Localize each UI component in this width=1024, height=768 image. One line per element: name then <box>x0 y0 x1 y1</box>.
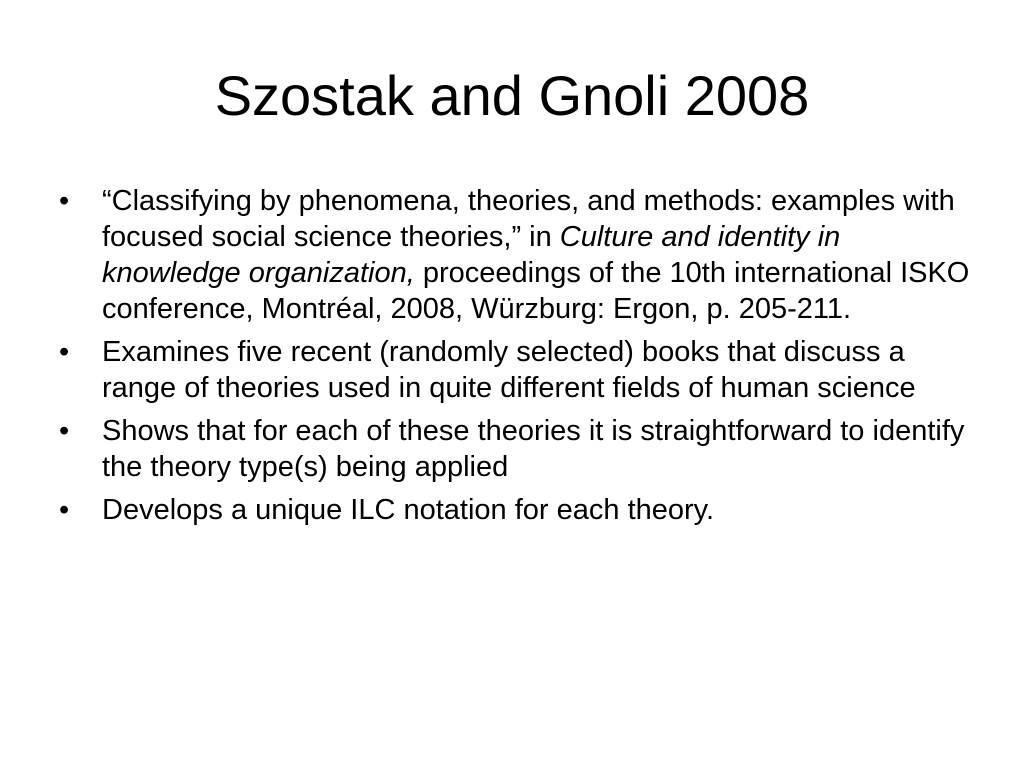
bullet-text <box>102 183 979 327</box>
bullet-text: Examines five recent (randomly selected) books that discuss a range of theories used in quite different fields of human science <box>102 336 916 404</box>
bullet-dot-icon: • <box>59 494 70 526</box>
bullet-item-citation <box>59 183 979 327</box>
citation-details: proceedings of the 10th international ISKO conference, Montréal, 2008, Würzburg: Ergon, p. 205-211. <box>102 257 970 325</box>
bullet-dot-icon: • <box>59 185 70 217</box>
bullet-list <box>59 183 979 535</box>
citation-text: “Classifying by phenomena, theories, and methods: examples with focused social science theories,” in <box>102 185 955 253</box>
bullet-item-examines <box>59 334 979 406</box>
bullet-dot-icon: • <box>59 415 70 447</box>
bullet-dot-icon: • <box>59 336 70 368</box>
citation-book-title: Culture and identity in knowledge organization, <box>102 221 841 289</box>
bullet-item-develops <box>59 492 979 528</box>
bullet-text: Shows that for each of these theories it is straightforward to identify the theory type(s) being applied <box>102 415 965 483</box>
bullet-text: Develops a unique ILC notation for each theory. <box>102 494 715 526</box>
slide-title: Szostak and Gnoli 2008 <box>214 64 810 127</box>
bullet-item-shows <box>59 413 979 485</box>
